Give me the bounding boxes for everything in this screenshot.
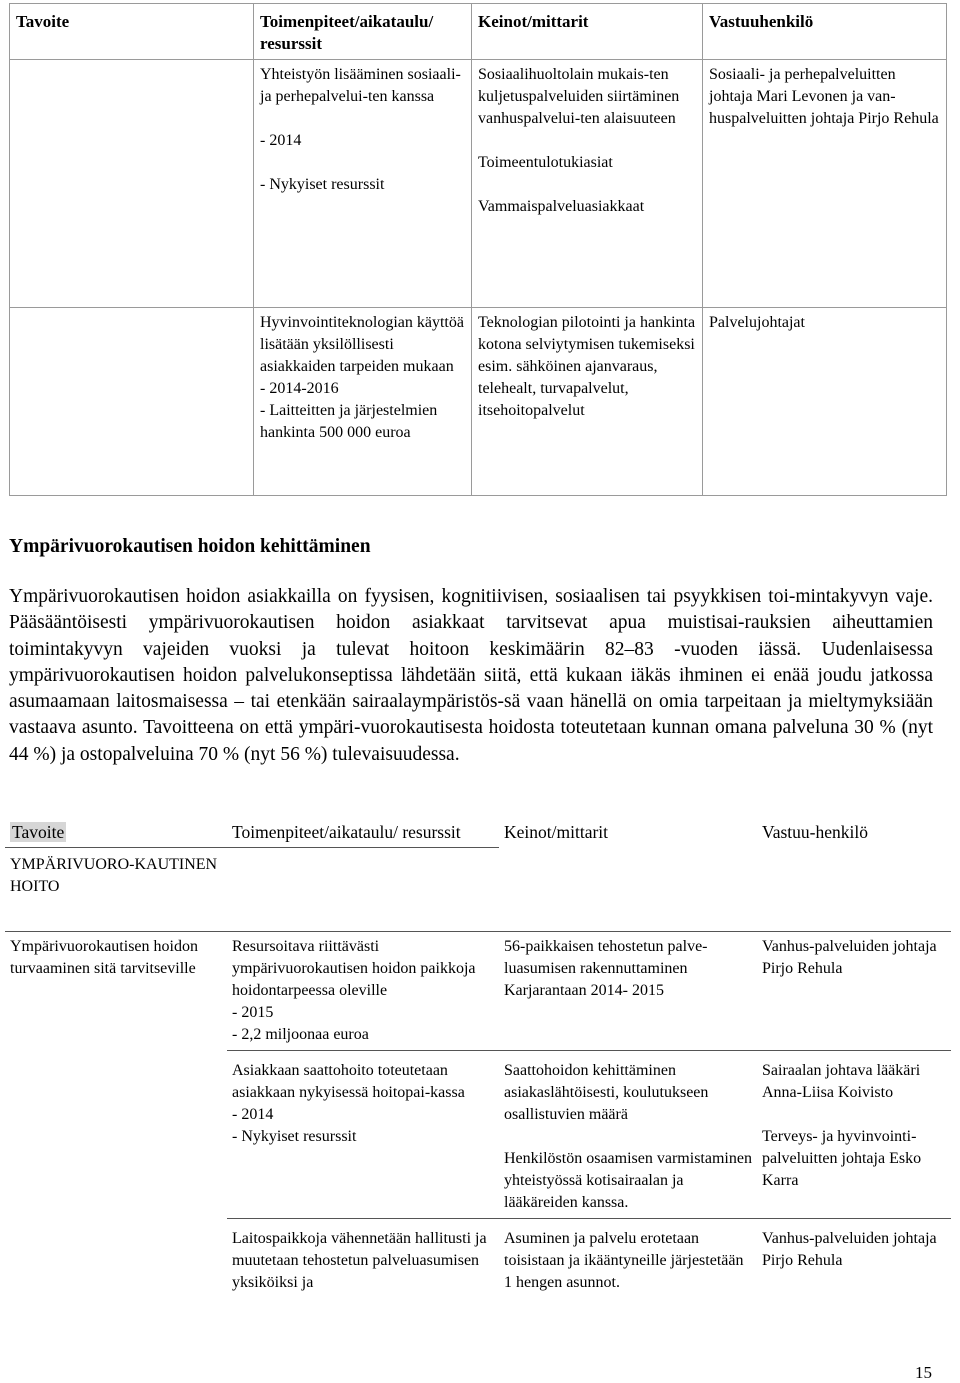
table-row	[5, 932, 951, 1051]
empty-cell	[5, 1051, 227, 1219]
section-paragraph: Ympärivuorokautisen hoidon asiakkailla on fyysisen, kognitiivisen, sosiaalisen tai psyykkisen toi-mintakyvyn vaje. Pääsääntöisesti ympärivuorokautisen hoidon asiakkaat tarvitsevat apua muistisai-rauksien aiheuttamien toimintakyvyn vajeiden vuoksi ja tulevat hoitoon keskimäärin 82–83 -vuoden iässä. Uudenlaisessa ympärivuorokautisen hoidon palvelukonseptissa lähdetään siitä, että kukaan iäkäs ihminen ei enää joudu jatkossa asumaamaan laitosmaisessa – tai etenkään sairaalaympäristös-sä vaan hänellä on omia tarpeitaan ja mieltymyksiään vastaava asunto. Tavoitteena on että ympäri-vuorokautisesta hoidosta toteutetaan kunnan omana palveluna 30 % (nyt 44 %) ja ostopalveluina 70 % (nyt 56 %) tulevaisuudessa.	[9, 586, 933, 765]
section-heading: Ympärivuorokautisen hoidon kehittäminen	[9, 536, 371, 557]
header-keinot: Keinot/mittarit	[472, 4, 703, 60]
header-toimenpiteet: Toimenpiteet/aikataulu/ resurssit	[232, 822, 461, 842]
header-toimenpiteet: Toimenpiteet/aikataulu/ resurssit	[254, 4, 472, 60]
table-row	[5, 1051, 951, 1219]
cell-keinot	[472, 60, 703, 308]
responsible-text: Terveys- ja hyvinvointi-palveluitten johtaja Esko Karra	[762, 1128, 922, 1189]
empty-cell	[5, 1219, 227, 1299]
schedule-text: - 2015	[232, 1004, 274, 1021]
responsible-text: Sairaalan johtava lääkäri Anna-Liisa Koivisto	[762, 1062, 921, 1101]
measure-text: Asiakkaan saattohoito toteutetaan asiakkaan nykyisessä hoitopai-kassa	[232, 1062, 465, 1101]
cell-keinot: 56-paikkaisen tehostetun palve-luasumisen rakennuttaminen Karjarantaan 2014- 2015	[499, 932, 757, 1051]
resources-text: - Laitteitten ja järjestelmien hankinta 500 000 euroa	[260, 402, 438, 441]
measure-text: Resursoitava riittävästi ympärivuorokautisen hoidon paikkoja hoidontarpeessa oleville	[232, 938, 476, 999]
means-text: Sosiaalihuoltolain mukais-ten kuljetuspalveluiden siirtäminen vanhuspalvelui-ten alaisuuteen	[478, 66, 680, 127]
cell-tavoite: Ympärivuorokautisen hoidon turvaaminen sitä tarvitseville	[5, 932, 227, 1051]
resources-text: - Nykyiset resurssit	[260, 176, 385, 193]
empty-cell	[757, 848, 951, 932]
cell-toimenpiteet	[254, 60, 472, 308]
means-text: Toimeentulotukiasiat	[478, 154, 613, 171]
empty-cell	[227, 848, 499, 932]
cell-keinot: Teknologian pilotointi ja hankinta kotona selviytymisen tukemiseksi esim. sähköinen ajanvaraus, telehealt, turvapalvelut, itsehoitopalvelut	[472, 308, 703, 496]
cell-keinot	[499, 1051, 757, 1219]
cell-toimenpiteet	[227, 932, 499, 1051]
cell-tavoite	[10, 60, 254, 308]
schedule-text: - 2014	[232, 1106, 274, 1123]
table-header-row	[5, 816, 951, 848]
header-tavoite: Tavoite	[10, 4, 254, 60]
header-keinot: Keinot/mittarit	[504, 822, 609, 842]
header-tavoite	[5, 816, 227, 848]
schedule-text: - 2014	[260, 132, 302, 149]
cell-tavoite	[10, 308, 254, 496]
measure-text: Hyvinvointiteknologian käyttöä lisätään yksilöllisesti asiakkaiden tarpeiden mukaan	[260, 314, 464, 375]
cell-keinot: Asuminen ja palvelu erotetaan toisistaan ja ikääntyneille järjestetään 1 hengen asunnot.	[499, 1219, 757, 1299]
empty-cell	[499, 848, 757, 932]
cell-vastuu	[757, 1051, 951, 1219]
table-header-row	[10, 4, 947, 60]
cell-vastuu: Vanhus-palveluiden johtaja Pirjo Rehula	[757, 932, 951, 1051]
header-vastuu: Vastuuhenkilö	[703, 4, 947, 60]
cell-vastuu: Vanhus-palveluiden johtaja Pirjo Rehula	[757, 1219, 951, 1299]
measures-table-2	[5, 816, 951, 1298]
means-text: Henkilöstön osaamisen varmistaminen yhteistyössä kotisairaalan ja lääkäreiden kanssa.	[504, 1150, 752, 1211]
page-number: 15	[915, 1363, 932, 1382]
table-section-row	[5, 848, 951, 932]
measure-text: Yhteistyön lisääminen sosiaali- ja perhepalvelui-ten kanssa	[260, 66, 461, 105]
measures-table-1	[9, 3, 947, 496]
means-text: Vammaispalveluasiakkaat	[478, 198, 645, 215]
schedule-text: - 2014-2016	[260, 380, 339, 397]
resources-text: - Nykyiset resurssit	[232, 1128, 357, 1145]
table-row	[10, 308, 947, 496]
cell-toimenpiteet: Laitospaikkoja vähennetään hallitusti ja muutetaan tehostetun palveluasumisen yksiköiksi ja	[227, 1219, 499, 1299]
cell-toimenpiteet	[227, 1051, 499, 1219]
section-label: YMPÄRIVUORO-KAUTINEN HOITO	[5, 848, 227, 932]
table-row	[5, 1219, 951, 1299]
header-tavoite-label: Tavoite	[12, 822, 65, 842]
resources-text: - 2,2 miljoonaa euroa	[232, 1026, 369, 1043]
means-text: Saattohoidon kehittäminen asiakaslähtöisesti, koulutukseen osallistuvien määrä	[504, 1062, 709, 1123]
header-vastuu: Vastuu-henkilö	[762, 822, 868, 842]
table-row	[10, 60, 947, 308]
cell-vastuu: Sosiaali- ja perhepalveluitten johtaja Mari Levonen ja van-huspalveluitten johtaja Pirjo Rehula	[703, 60, 947, 308]
cell-toimenpiteet	[254, 308, 472, 496]
cell-vastuu: Palvelujohtajat	[703, 308, 947, 496]
